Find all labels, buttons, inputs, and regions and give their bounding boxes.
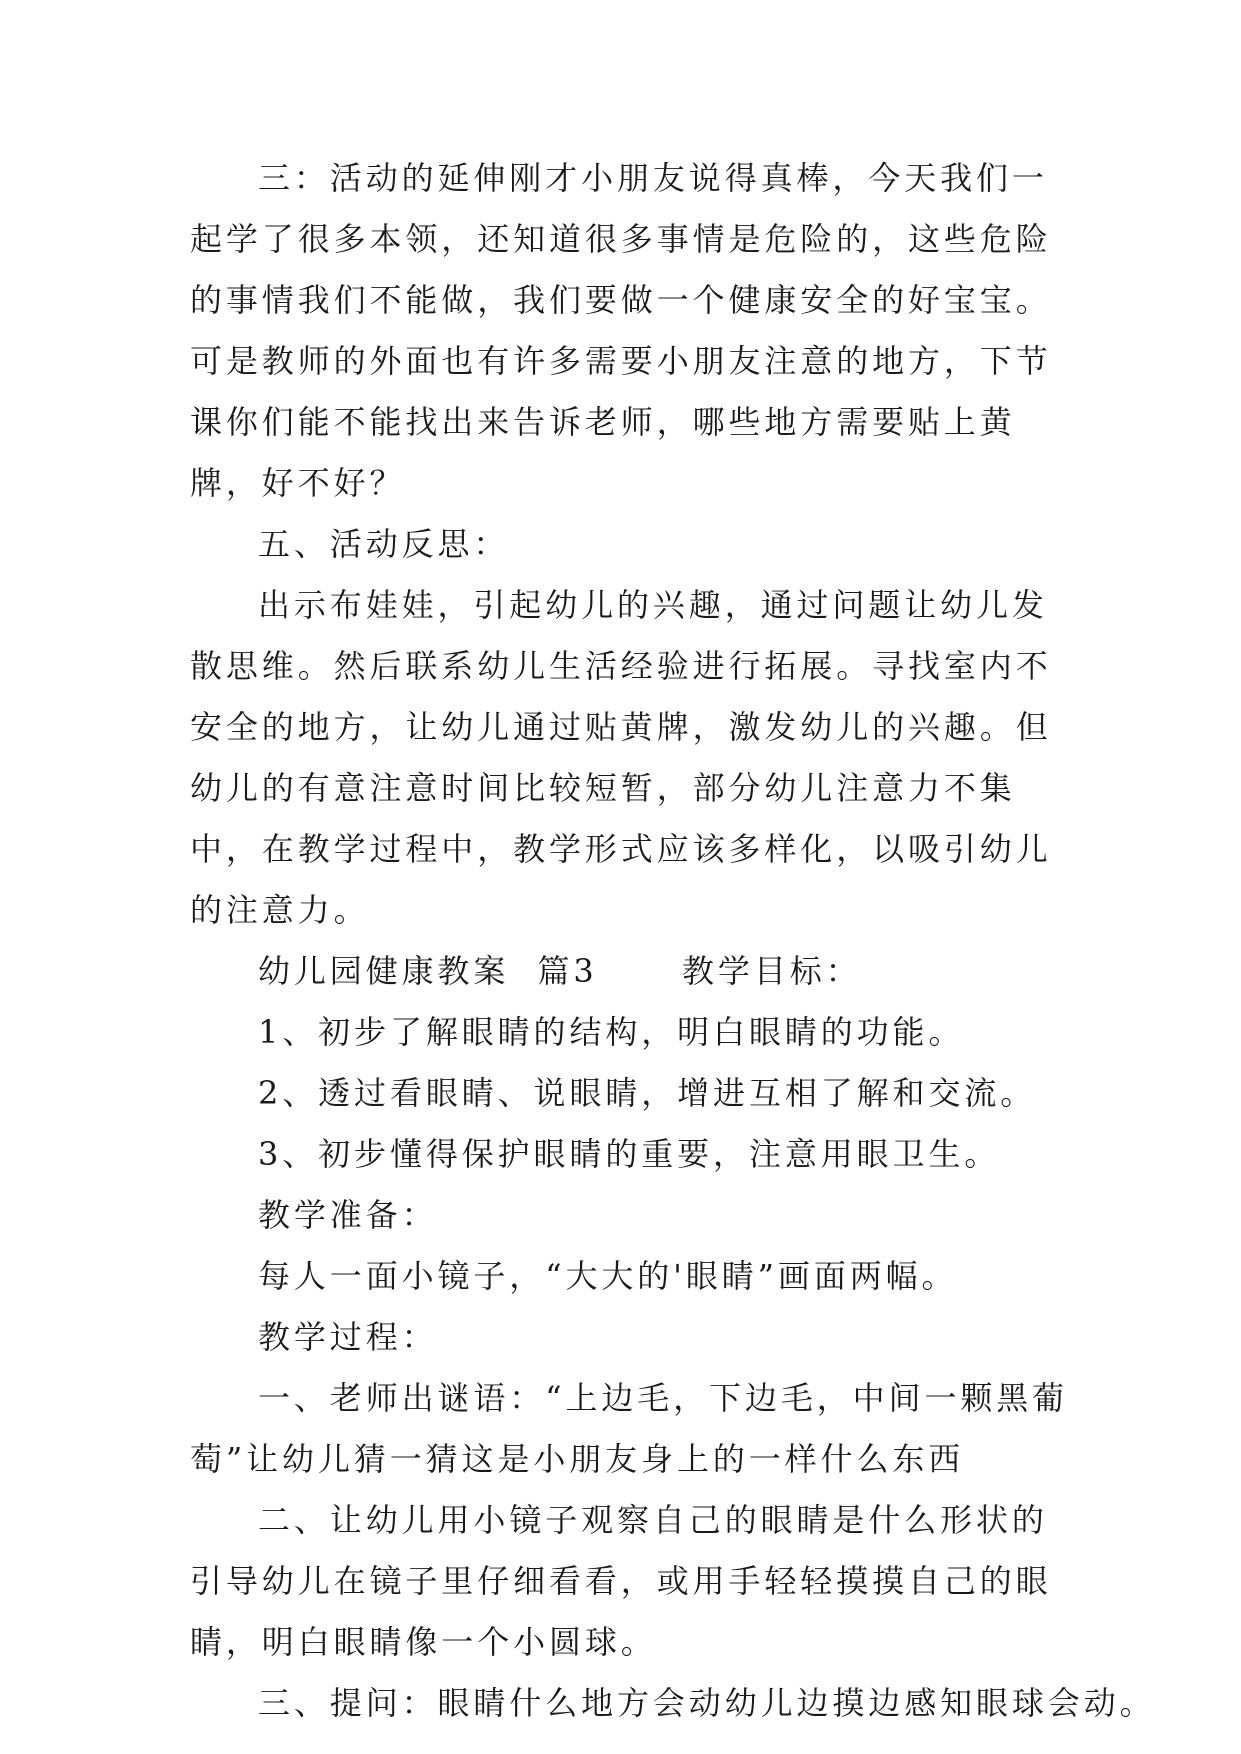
goal-item-3: 3、初步懂得保护眼睛的重要，注意用眼卫生。 bbox=[258, 1135, 1001, 1173]
goal-item-2: 2、透过看眼睛、说眼睛，增进互相了解和交流。 bbox=[258, 1074, 1037, 1112]
process-step-1: 一、老师出谜语：“上边毛，下边毛，中间一颗黑葡萄”让幼儿猜一猜这是小朋友身上的一样什么东西 bbox=[190, 1379, 1069, 1478]
process-step-2: 二、让幼儿用小镜子观察自己的眼睛是什么形状的引导幼儿在镜子里仔细看看，或用手轻轻摸摸自己的眼睛，明白眼睛像一个小圆球。 bbox=[190, 1501, 1052, 1661]
heading-activity-reflection: 五、活动反思： bbox=[258, 525, 510, 563]
document-page bbox=[190, 148, 1156, 1734]
heading-teaching-process: 教学过程： bbox=[258, 1318, 438, 1356]
paragraph-activity-extension: 三：活动的延伸刚才小朋友说得真棒，今天我们一起学了很多本领，还知道很多事情是危险的，这些危险的事情我们不能做，我们要做一个健康安全的好宝宝。可是教师的外面也有许多需要小朋友注意的地方，下节课你们能不能找出来告诉老师，哪些地方需要贴上黄牌，好不好？ bbox=[190, 159, 1052, 502]
process-step-3: 三、提问：眼睛什么地方会动幼儿边摸边感知眼球会动。 bbox=[258, 1684, 1156, 1722]
goal-item-1: 1、初步了解眼睛的结构，明白眼睛的功能。 bbox=[258, 1013, 965, 1051]
paragraph-reflection-body: 出示布娃娃，引起幼儿的兴趣，通过问题让幼儿发散思维。然后联系幼儿生活经验进行拓展。寻找室内不安全的地方，让幼儿通过贴黄牌，激发幼儿的兴趣。但幼儿的有意注意时间比较短暂，部分幼儿注意力不集中，在教学过程中，教学形式应该多样化，以吸引幼儿的注意力。 bbox=[190, 586, 1052, 929]
heading-lesson-plan-3: 幼儿园健康教案 篇3 教学目标： bbox=[258, 952, 862, 990]
preparation-body: 每人一面小镜子，“大大的'眼睛”画面两幅。 bbox=[258, 1257, 958, 1295]
heading-teaching-preparation: 教学准备： bbox=[258, 1196, 438, 1234]
